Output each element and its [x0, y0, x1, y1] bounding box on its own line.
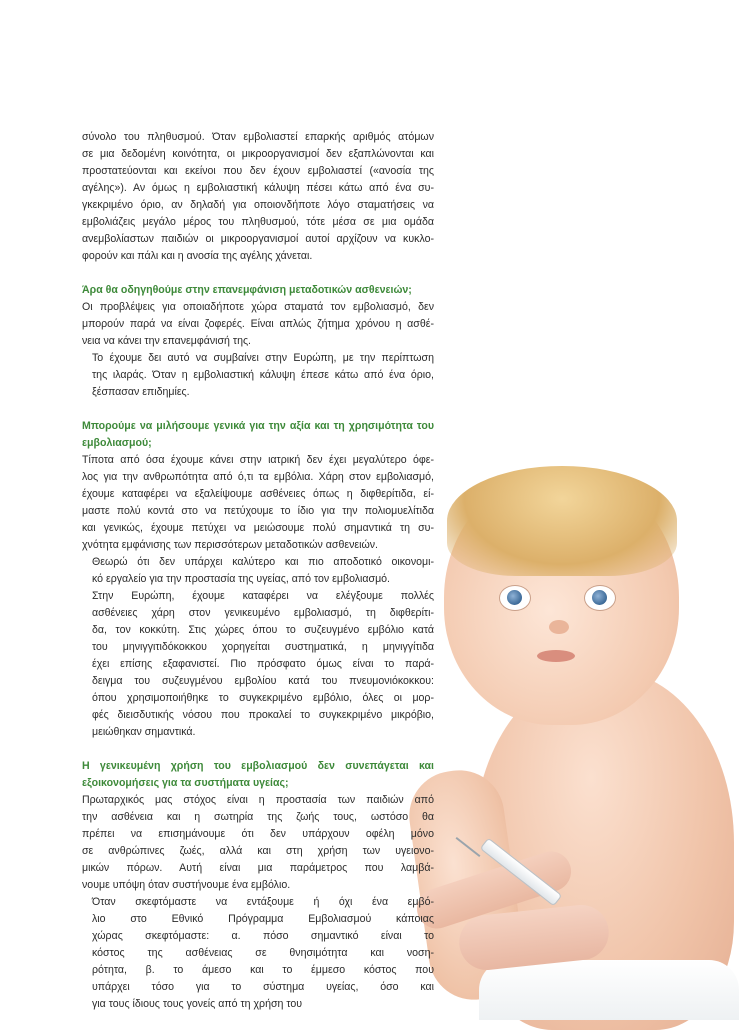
article-text-column: [82, 129, 434, 1013]
text-line: δειγμα του συζευγμένου εμβολίου κατά του πνευμονιόκοκκου:: [92, 675, 434, 687]
baby-diaper: [479, 960, 739, 1020]
heading-line: Άρα θα οδηγηθούμε στην επανεμφάνιση μεταδοτικών ασθενειών;: [82, 284, 412, 296]
section-gap: [82, 741, 434, 758]
paragraph: [82, 452, 434, 554]
text-line: σε μια δεδομένη κοινότητα, οι μικροοργανισμοί δεν εξαπλώνονται και: [82, 148, 434, 160]
text-line: Στην Ευρώπη, έχουμε καταφέρει να ελέγξουμε πολλές: [92, 590, 434, 602]
section-heading: [82, 418, 434, 452]
text-line: και γενικώς, έχουμε πετύχει να μειώσουμε πολύ σημαντικά τη συ-: [82, 522, 434, 534]
text-line: δα, τον κοκκύτη. Στις χώρες όπου το συζευγμένο εμβόλιο κατά: [92, 624, 434, 636]
text-line: την ασθένεια και η σωτηρία της ζωής τους, ωστόσο θα: [82, 811, 434, 823]
heading-line: Μπορούμε να μιλήσουμε γενικά για την αξία και τη χρησιμότητα του: [82, 420, 434, 432]
text-line: Τίποτα από όσα έχουμε κάνει στην ιατρική δεν έχει μεγαλύτερο όφε-: [82, 454, 434, 466]
paragraph: [82, 129, 434, 265]
text-line: προστατεύονται και εκείνοι που δεν έχουν εμβολιαστεί («ανοσία της: [82, 165, 434, 177]
text-line: νεια να κάνει την επανεμφάνισή της.: [82, 335, 252, 347]
text-line: κόστος της ασθένειας σε θνησιμότητα και νοση-: [92, 947, 434, 959]
text-line: σε ανθρώπινες ζωές, αλλά και στη χρήση των υγειονο-: [82, 845, 434, 857]
section-heading: [82, 282, 434, 299]
paragraph: [82, 894, 434, 1013]
baby-mouth: [537, 650, 575, 662]
text-line: ξέσπασαν επιδημίες.: [92, 386, 190, 398]
text-line: έχουμε καταφέρει να εξαλείψουμε ασθένειες όπως η διφθερίτιδα, εί-: [82, 488, 434, 500]
text-line: της ιλαράς. Όταν η εμβολιαστική κάλυψη έπεσε κάτω από ένα όριο,: [92, 369, 434, 381]
heading-line: εξοικονομήσεις για τα συστήματα υγείας;: [82, 777, 289, 789]
paragraph: [82, 299, 434, 350]
text-line: Το έχουμε δει αυτό να συμβαίνει στην Ευρώπη, με την περίπτωση: [92, 352, 434, 364]
text-line: Θεωρώ ότι δεν υπάρχει καλύτερο και πιο αποδοτικό οικονομι-: [92, 556, 434, 568]
text-line: φές διεισδυτικής νόσου που προκαλεί το συγκεκριμένο μικρόβιο,: [92, 709, 434, 721]
text-line: φορούν και πάλι και η ανοσία της αγέλης χάνεται.: [82, 250, 313, 262]
text-line: ασθένειες χάρη στον γενικευμένο εμβολιασμό, τη διφθερίτι-: [92, 607, 434, 619]
section-gap: [82, 401, 434, 418]
text-line: χνότητα εμφάνισης των περισσότερων μεταδοτικών ασθενειών.: [82, 539, 378, 551]
text-line: χώρας σκεφτόμαστε: α. πόσο σημαντικό είναι το: [92, 930, 434, 942]
paragraph: [82, 588, 434, 741]
text-line: Όταν σκεφτόμαστε να εντάξουμε ή όχι ένα εμβό-: [92, 896, 434, 908]
baby-left-eye: [499, 585, 531, 611]
paragraph: [82, 792, 434, 894]
heading-line: Η γενικευμένη χρήση του εμβολιασμού δεν συνεπάγεται και: [82, 760, 434, 772]
text-line: μπορούν παρά να είναι ζοφερές. Είναι απλώς ζήτημα χρόνου η ασθέ-: [82, 318, 434, 330]
text-line: νουμε υπόψη όταν συστήνουμε ένα εμβόλιο.: [82, 879, 291, 891]
baby-hair: [447, 466, 677, 576]
text-line: όπου χρησιμοποιήθηκε το συγκεκριμένο εμβόλιο, όλες οι μορ-: [92, 692, 434, 704]
text-line: αγέλης»). Αν όμως η εμβολιαστική κάλυψη πέσει κάτω από ένα συ-: [82, 182, 434, 194]
text-line: λιο στο Εθνικό Πρόγραμμα Εμβολιασμού κάποιας: [92, 913, 434, 925]
text-line: Πρωταρχικός μας στόχος είναι η προστασία των παιδιών από: [82, 794, 434, 806]
text-line: υπάρχει τόσο για το σύστημα υγείας, όσο και: [92, 981, 434, 993]
text-line: μικών πόρων. Αυτή είναι μια παράμετρος που λαμβά-: [82, 862, 434, 874]
text-line: του μηνιγγιτιδόκοκκου χορηγείται συστηματικά, η μηνιγγίτιδα: [92, 641, 434, 653]
heading-line: εμβολιασμού;: [82, 437, 152, 449]
text-line: για τους ίδιους τους γονείς από τη χρήση του: [92, 998, 303, 1010]
text-line: ανεμβολίαστων παιδιών οι μικροοργανισμοί αυτοί αρχίζουν να κυκλο-: [82, 233, 434, 245]
section-gap: [82, 265, 434, 282]
text-line: μαστε πολύ κοντά στο να πετύχουμε το ίδιο για την πολιομυελίτιδα: [82, 505, 434, 517]
paragraph: [82, 554, 434, 588]
text-line: πρέπει να επισημάνουμε ότι δεν υπάρχουν οφέλη μόνο: [82, 828, 434, 840]
paragraph: [82, 350, 434, 401]
text-line: εμβολιάζεις μεγάλο μέρος του πληθυσμού, τότε μέσα σε μια ομάδα: [82, 216, 434, 228]
baby-right-eye: [584, 585, 616, 611]
text-line: λος για την ανθρωπότητα από ό,τι τα εμβόλια. Χάρη στον εμβολιασμό,: [82, 471, 434, 483]
section-heading: [82, 758, 434, 792]
text-line: μειώθηκαν σημαντικά.: [92, 726, 196, 738]
text-line: έχει επίσης εξαφανιστεί. Πιο πρόσφατο όμως είναι το παρά-: [92, 658, 434, 670]
text-line: σύνολο του πληθυσμού. Όταν εμβολιαστεί επαρκής αριθμός ατόμων: [82, 131, 434, 143]
text-line: ρότητα, β. το άμεσο και το έμμεσο κόστος που: [92, 964, 434, 976]
text-line: Οι προβλέψεις για οποιαδήποτε χώρα σταματά τον εμβολιασμό, δεν: [82, 301, 434, 313]
baby-vaccination-photo: [419, 470, 749, 1000]
text-line: κό εργαλείο για την προστασία της υγείας, από τον εμβολιασμό.: [92, 573, 391, 585]
text-line: γκεκριμένο όριο, αν δηλαδή για οποιονδήποτε λόγο σταματήσεις να: [82, 199, 434, 211]
baby-nose: [549, 620, 569, 634]
